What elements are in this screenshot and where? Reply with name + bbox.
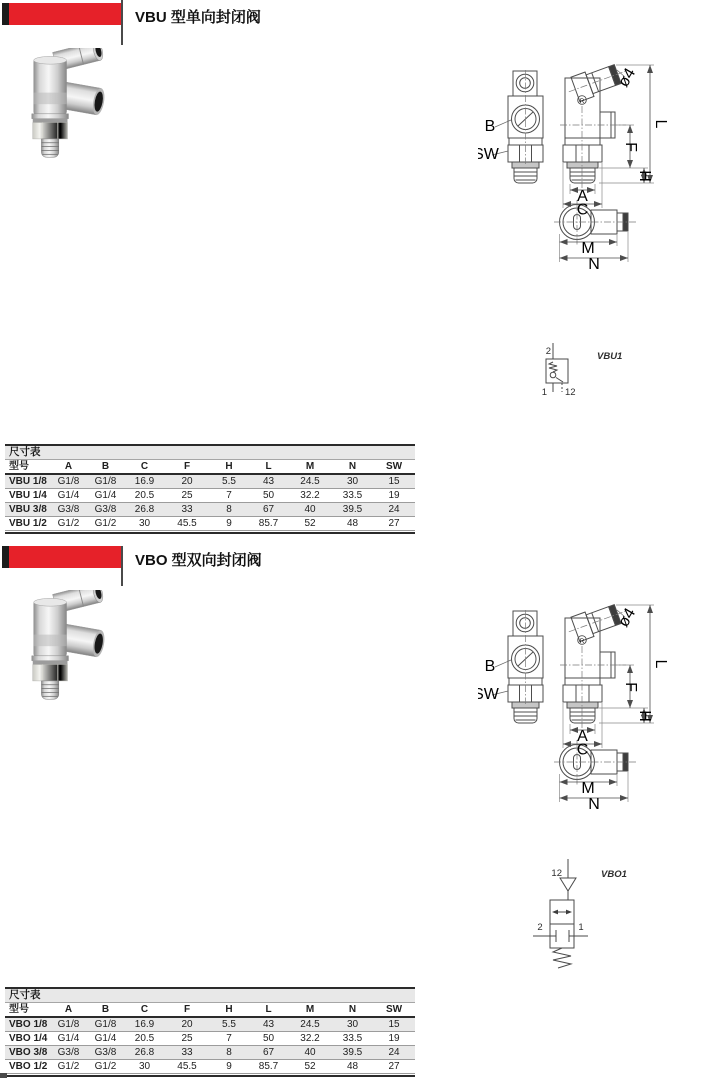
port-label: 1 <box>578 922 584 933</box>
value-cell: 24 <box>373 1046 415 1060</box>
value-cell: 24 <box>373 503 415 517</box>
table-body <box>5 474 415 530</box>
value-cell: 27 <box>373 1060 415 1074</box>
column-header: SW <box>373 460 415 474</box>
value-cell: 19 <box>373 1032 415 1046</box>
value-cell: 33.5 <box>332 1032 373 1046</box>
table-row <box>5 1032 415 1046</box>
column-header: A <box>50 1003 87 1017</box>
dimensions-table <box>5 460 415 530</box>
value-cell: 52 <box>288 1060 332 1074</box>
value-cell: 5.5 <box>222 476 236 487</box>
value-cell: G3/8 <box>87 503 124 517</box>
value-cell: 33.5 <box>332 489 373 503</box>
table-row <box>5 1060 415 1074</box>
value-cell: 85.7 <box>249 517 288 531</box>
dimension-table <box>5 444 415 534</box>
column-header: H <box>209 1003 249 1017</box>
model-cell: VBO 1/2 <box>5 1060 50 1074</box>
table-body <box>5 1017 415 1073</box>
value-cell: 67 <box>249 503 288 517</box>
value-cell: 20.5 <box>124 1032 165 1046</box>
value-cell: 50 <box>249 1032 288 1046</box>
model-cell: VBU 1/2 <box>5 517 50 531</box>
value-cell: 16.9 <box>134 476 155 487</box>
value-cell: 30 <box>346 1019 359 1030</box>
column-header: SW <box>373 1003 415 1017</box>
value-cell: 43 <box>262 1019 275 1030</box>
model-cell: VBO 1/4 <box>5 1032 50 1046</box>
value-cell: 43 <box>262 476 275 487</box>
symbol-name: VBU1 <box>597 351 623 362</box>
value-cell: 9 <box>209 1060 249 1074</box>
value-cell: G1/2 <box>87 1060 124 1074</box>
column-header: H <box>209 460 249 474</box>
pneumatic-symbol-vbo <box>528 855 678 973</box>
section-title: VBO 型双向封闭阀 <box>135 552 262 569</box>
value-cell: 9 <box>209 517 249 531</box>
value-cell: G1/2 <box>87 517 124 531</box>
value-cell: 48 <box>332 1060 373 1074</box>
value-cell: 8 <box>209 1046 249 1060</box>
column-header: C <box>124 460 165 474</box>
column-header: N <box>332 1003 373 1017</box>
table-row <box>5 1046 415 1060</box>
value-cell: 5.5 <box>222 1019 236 1030</box>
value-cell: 50 <box>249 489 288 503</box>
value-cell: 25 <box>165 1032 209 1046</box>
port-label: 12 <box>551 868 562 879</box>
table-header-row <box>5 1003 415 1017</box>
value-cell: 40 <box>288 503 332 517</box>
value-cell: 19 <box>373 489 415 503</box>
table-bottom-rule <box>5 530 415 534</box>
column-header: B <box>87 1003 124 1017</box>
value-cell: 27 <box>373 517 415 531</box>
value-cell: 85.7 <box>249 1060 288 1074</box>
port-label: 1 <box>541 387 547 398</box>
model-cell: VBU 1/4 <box>5 489 50 503</box>
table-title: 尺寸表 <box>5 444 415 460</box>
technical-drawing <box>478 602 724 814</box>
value-cell: 67 <box>249 1046 288 1060</box>
value-cell: 15 <box>388 476 400 487</box>
dimensions-table <box>5 1003 415 1073</box>
column-header: C <box>124 1003 165 1017</box>
value-cell: 25 <box>165 489 209 503</box>
value-cell: 30 <box>124 517 165 531</box>
column-header: N <box>332 460 373 474</box>
value-cell: 7 <box>209 1032 249 1046</box>
section-divider-rule <box>121 546 123 586</box>
column-header: B <box>87 460 124 474</box>
page-edge-mark <box>0 1073 7 1078</box>
column-header: M <box>288 460 332 474</box>
banner-cap <box>2 3 9 25</box>
value-cell: 30 <box>124 1060 165 1074</box>
value-cell: 45.5 <box>165 517 209 531</box>
value-cell: 26.8 <box>124 1046 165 1060</box>
value-cell: 8 <box>209 503 249 517</box>
value-cell: G1/8 <box>57 476 80 487</box>
value-cell: G3/8 <box>50 1046 87 1060</box>
model-cell: VBU 3/8 <box>5 503 50 517</box>
column-header: M <box>288 1003 332 1017</box>
value-cell: G3/8 <box>50 503 87 517</box>
value-cell: 16.9 <box>134 1019 155 1030</box>
section-title: VBU 型单向封闭阀 <box>135 9 261 26</box>
port-label: 2 <box>545 346 551 357</box>
value-cell: G1/2 <box>50 1060 87 1074</box>
pneumatic-symbol-vbu <box>535 338 665 400</box>
model-cell: VBU 1/8 <box>9 476 47 487</box>
table-title: 尺寸表 <box>5 987 415 1003</box>
symbol-name: VBO1 <box>601 869 627 880</box>
value-cell: 24.5 <box>300 476 320 487</box>
table-bottom-rule <box>5 1073 415 1077</box>
column-header: 型号 <box>5 460 50 474</box>
value-cell: 33 <box>165 503 209 517</box>
table-row <box>5 517 415 531</box>
value-cell: G3/8 <box>87 1046 124 1060</box>
value-cell: 39.5 <box>332 1046 373 1060</box>
section-divider-rule <box>121 0 123 45</box>
value-cell: 26.8 <box>124 503 165 517</box>
column-header: L <box>249 1003 288 1017</box>
value-cell: G1/8 <box>94 476 117 487</box>
value-cell: G1/8 <box>57 1019 80 1030</box>
value-cell: G1/8 <box>94 1019 117 1030</box>
value-cell: G1/4 <box>50 1032 87 1046</box>
dimension-table <box>5 987 415 1077</box>
column-header: F <box>165 1003 209 1017</box>
port-label: 2 <box>537 922 543 933</box>
value-cell: 39.5 <box>332 503 373 517</box>
value-cell: 52 <box>288 517 332 531</box>
value-cell: 24.5 <box>300 1019 320 1030</box>
value-cell: 40 <box>288 1046 332 1060</box>
table-row <box>5 503 415 517</box>
column-header: 型号 <box>5 1003 50 1017</box>
table-row <box>5 1017 415 1032</box>
model-cell: VBO 3/8 <box>5 1046 50 1060</box>
table-row <box>5 489 415 503</box>
value-cell: G1/4 <box>50 489 87 503</box>
value-cell: 20 <box>181 476 193 487</box>
table-header-row <box>5 460 415 474</box>
value-cell: G1/2 <box>50 517 87 531</box>
product-photo <box>26 48 108 170</box>
value-cell: G1/4 <box>87 1032 124 1046</box>
value-cell: G1/4 <box>87 489 124 503</box>
value-cell: 45.5 <box>165 1060 209 1074</box>
column-header: A <box>50 460 87 474</box>
value-cell: 30 <box>346 476 359 487</box>
value-cell: 48 <box>332 517 373 531</box>
port-label: 12 <box>565 387 576 398</box>
product-photo <box>26 590 108 712</box>
value-cell: 20.5 <box>124 489 165 503</box>
value-cell: 20 <box>181 1019 193 1030</box>
column-header: L <box>249 460 288 474</box>
value-cell: 32.2 <box>288 1032 332 1046</box>
table-row <box>5 474 415 489</box>
value-cell: 33 <box>165 1046 209 1060</box>
technical-drawing <box>478 62 724 274</box>
banner-cap <box>2 546 9 568</box>
value-cell: 32.2 <box>288 489 332 503</box>
section-banner <box>2 546 121 568</box>
model-cell: VBO 1/8 <box>9 1019 48 1030</box>
value-cell: 7 <box>209 489 249 503</box>
column-header: F <box>165 460 209 474</box>
section-banner <box>2 3 121 25</box>
value-cell: 15 <box>388 1019 400 1030</box>
